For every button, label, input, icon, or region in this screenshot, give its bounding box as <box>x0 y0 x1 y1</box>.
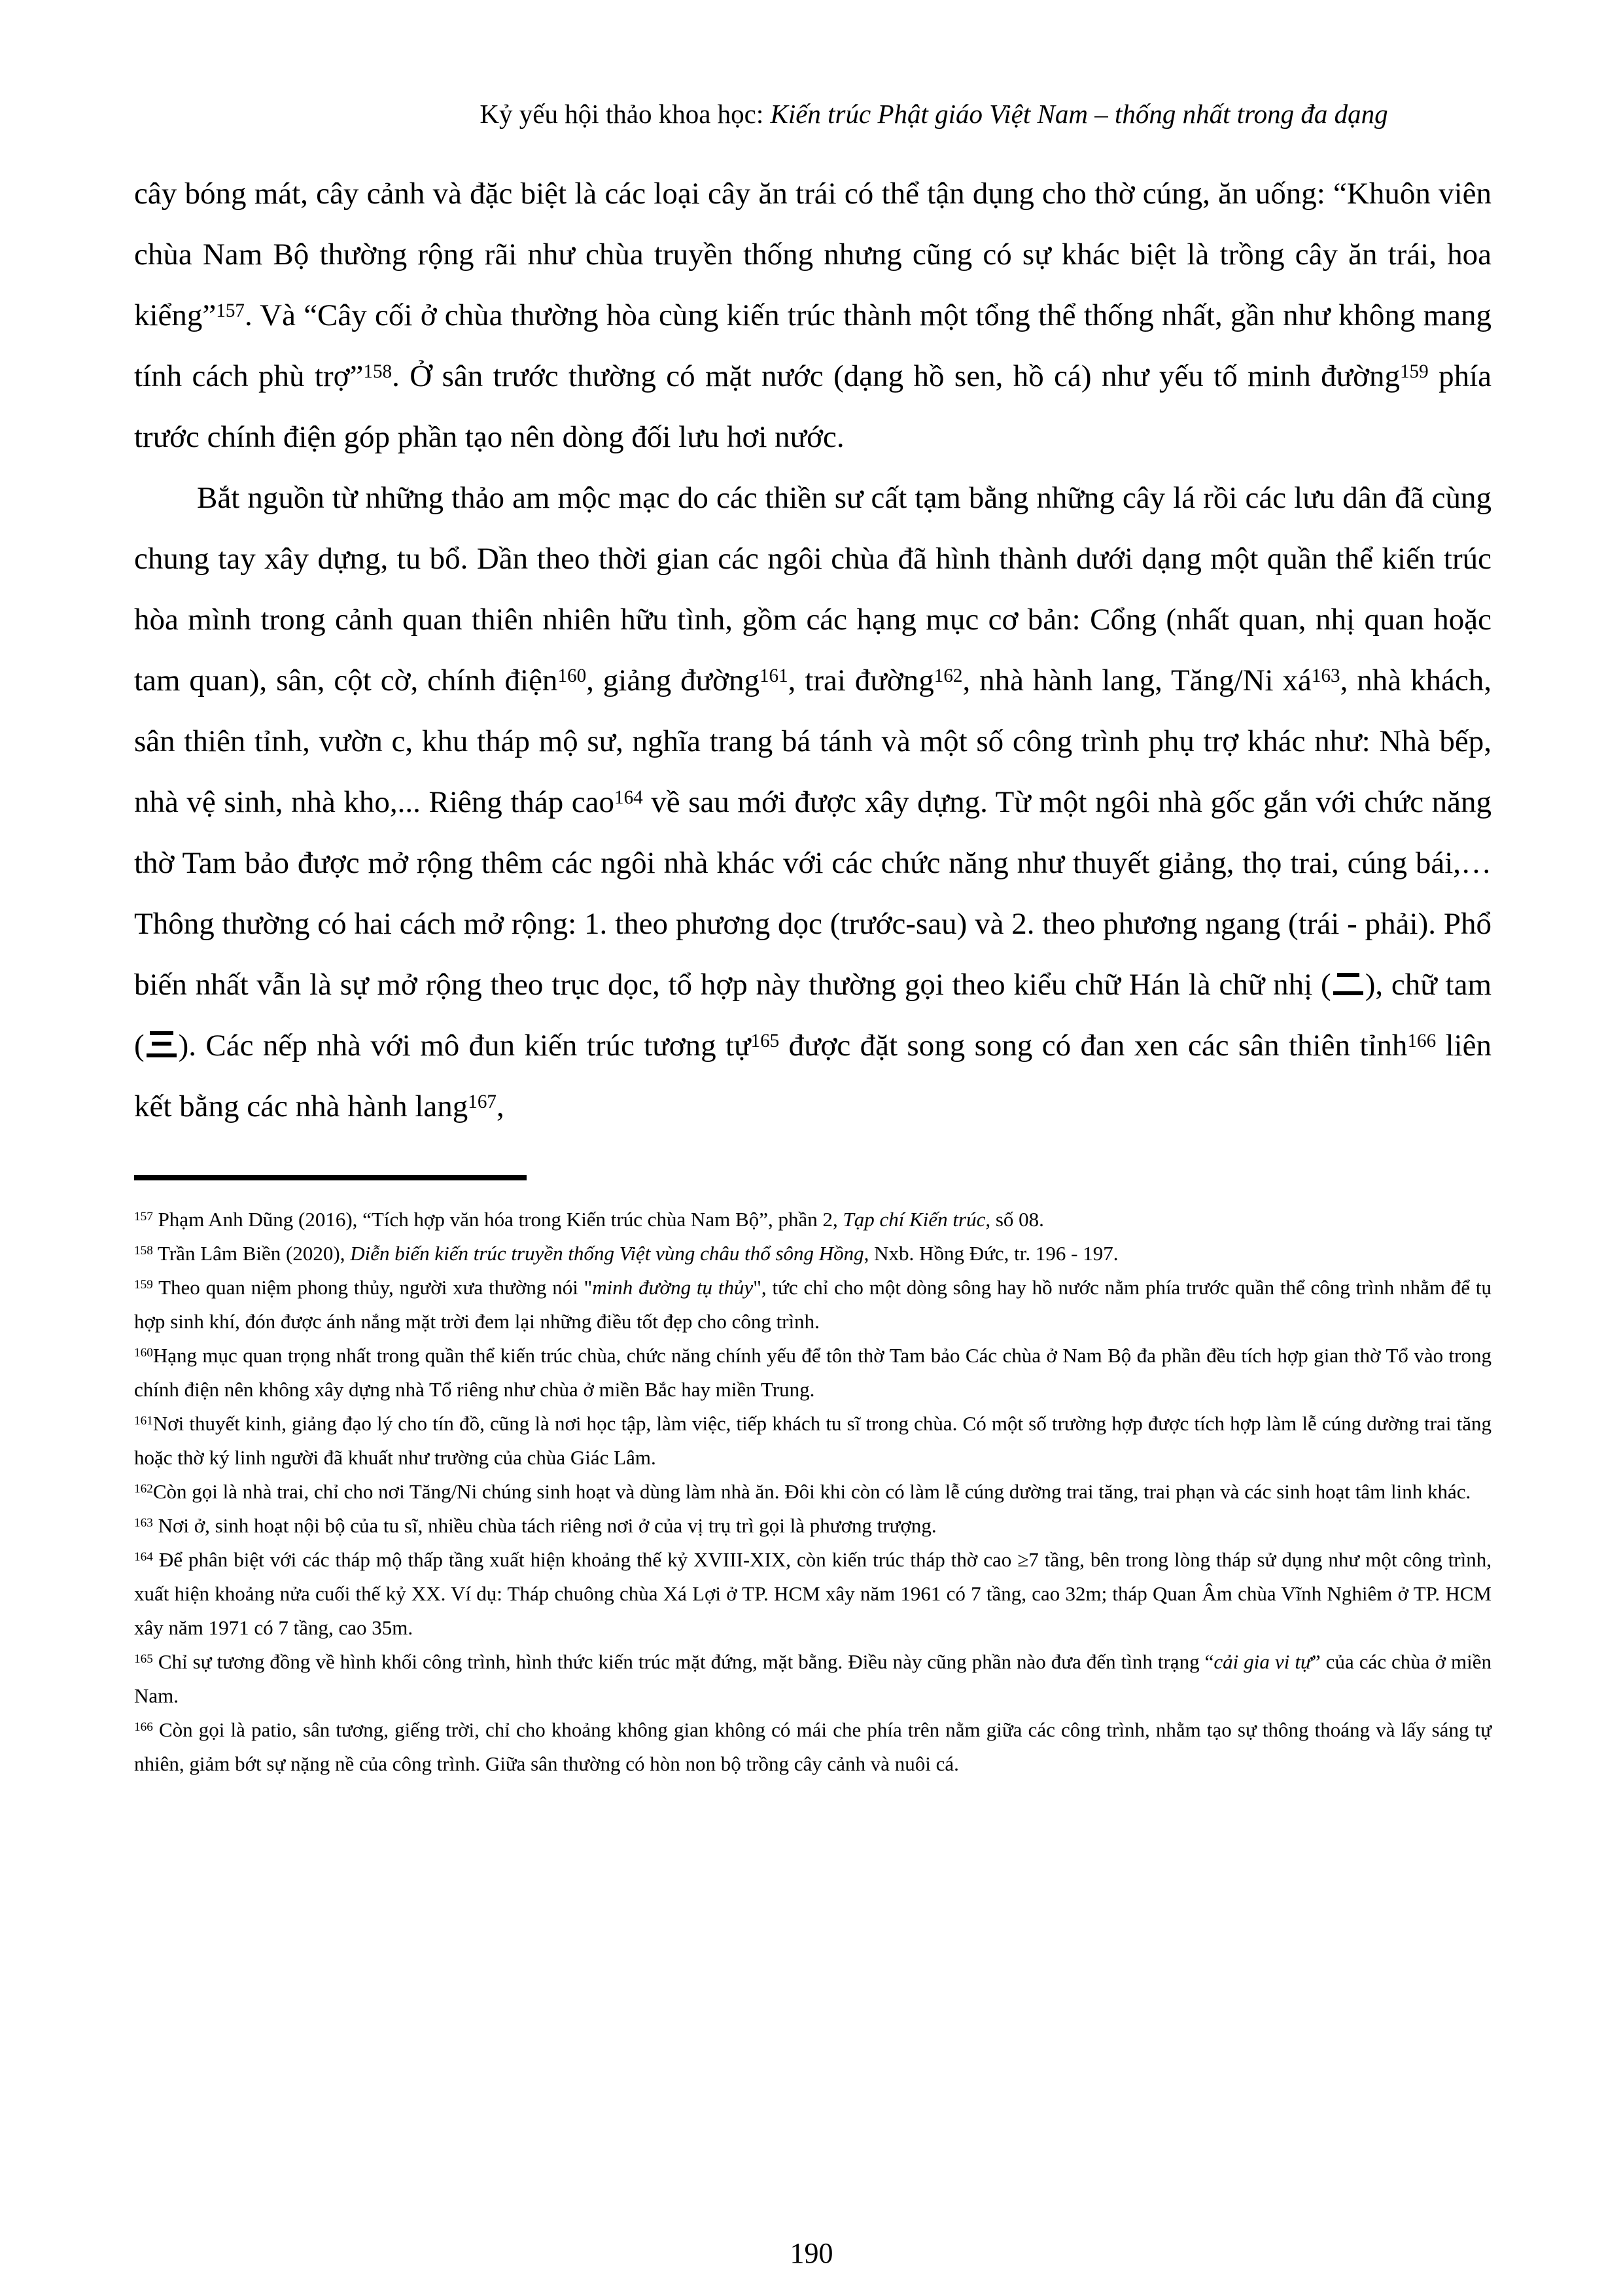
header-prefix: Kỷ yếu hội thảo khoa học: <box>480 99 771 129</box>
footnote-ref-161: 161 <box>759 665 788 686</box>
footnote-ref-157: 157 <box>216 300 245 321</box>
footnotes-section <box>134 1203 1492 1781</box>
han-character <box>1333 969 1363 997</box>
han-stroke <box>147 1053 177 1057</box>
footnote-number-162: 162 <box>134 1482 153 1496</box>
italic-text: Diễn biến kiến trúc truyền thống Việt vùng châu thổ sông Hồng <box>350 1242 864 1265</box>
footnote-159: $^{159}$ Theo quan niệm phong thủy, người xưa thường nói "minh đường tụ thủy", tức chỉ cho một dòng sông hay hồ nước nằm phía trước quần thể công trình nhằm để tụ hợp sinh khí, đón được ánh nắng mặt trời đem lại những điều tốt đẹp cho công trình. <box>134 1276 1492 1333</box>
body-text <box>134 164 1492 1137</box>
footnote-162: $^{162}$Còn gọi là nhà trai, chỉ cho nơi Tăng/Ni chúng sinh hoạt và dùng làm nhà ăn. Đôi khi còn có làm lễ cúng dường trai tăng, trai phạn và các sinh hoạt tâm linh khác. <box>134 1480 1471 1503</box>
han-stroke <box>1337 973 1359 977</box>
page-content <box>134 0 1492 1781</box>
footnote-ref-164: 164 <box>614 786 643 808</box>
footnote-ref-167: 167 <box>468 1091 497 1112</box>
page-number: 190 <box>790 2237 833 2269</box>
footnote-165: $^{165}$ Chỉ sự tương đồng về hình khối công trình, hình thức kiến trúc mặt đứng, mặt bằng. Điều này cũng phần nào đưa đến tình trạng “cải gia vi tự” của các chùa ở miền Nam. <box>134 1650 1492 1707</box>
footnote-160: $^{160}$Hạng mục quan trọng nhất trong quần thể kiến trúc chùa, chức năng chính yếu để tôn thờ Tam bảo Các chùa ở Nam Bộ đa phần đều tích hợp gian thờ Tổ vào trong chính điện nên không xây dựng nhà Tổ riêng như chùa ở miền Bắc hay miền Trung. <box>134 1344 1492 1401</box>
footnote-ref-158: 158 <box>363 361 393 382</box>
italic-text: cải gia vi tự <box>1213 1650 1312 1673</box>
footnote-158: $^{158}$ Trần Lâm Biền (2020), Diễn biến kiến trúc truyền thống Việt vùng châu thổ sông Hồng, Nxb. Hồng Đức, tr. 196 - 197. <box>134 1242 1119 1265</box>
footnote-number-163: 163 <box>134 1516 153 1530</box>
footnote-number-165: 165 <box>134 1652 153 1667</box>
footnote-separator <box>134 1175 527 1180</box>
body-paragraph-1: cây bóng mát, cây cảnh và đặc biệt là các loại cây ăn trái có thể tận dụng cho thờ cúng, ăn uống: “Khuôn viên chùa Nam Bộ thường rộng rãi như chùa truyền thống nhưng cũng có sự khác biệt là trồng cây ăn trái, hoa kiểng”$^{157}$. Và “Cây cối ở chùa thường hòa cùng kiến trúc thành một tổng thể thống nhất, gần như không mang tính cách phù trợ”$^{158}$. Ở sân trước thường có mặt nước (dạng hồ sen, hồ cá) như yếu tố minh đường$^{159}$ phía trước chính điện góp phần tạo nên dòng đối lưu hơi nước. <box>134 177 1492 454</box>
footnote-number-161: 161 <box>134 1414 153 1428</box>
footnote-ref-163: 163 <box>1311 665 1340 686</box>
footnote-number-160: 160 <box>134 1346 153 1360</box>
han-stroke <box>150 1031 173 1035</box>
body-paragraph-2: Bắt nguồn từ những thảo am mộc mạc do các thiền sư cất tạm bằng những cây lá rồi các lưu dân đã cùng chung tay xây dựng, tu bổ. Dần theo thời gian các ngôi chùa đã hình thành dưới dạng một quần thể kiến trúc hòa mình trong cảnh quan thiên nhiên hữu tình, gồm các hạng mục cơ bản: Cổng (nhất quan, nhị quan hoặc tam quan), sân, cột cờ, chính điện$^{160}$, giảng đường$^{161}$, trai đường$^{162}$, nhà hành lang, Tăng/Ni xá$^{163}$, nhà khách, sân thiên tỉnh, vườn c, khu tháp mộ sư, nghĩa trang bá tánh và một số công trình phụ trợ khác như: Nhà bếp, nhà vệ sinh, nhà kho,... Riêng tháp cao$^{164}$ về sau mới được xây dựng. Từ một ngôi nhà gốc gắn với chức năng thờ Tam bảo được mở rộng thêm các ngôi nhà khác với các chức năng như thuyết giảng, thọ trai, cúng bái,… Thông thường có hai cách mở rộng: 1. theo phương dọc (trước-sau) và 2. theo phương ngang (trái - phải). Phổ biến nhất vẫn là sự mở rộng theo trục dọc, tổ hợp này thường gọi theo kiểu chữ Hán là chữ nhị ( ), chữ tam ( ). Các nếp nhà với mô đun kiến trúc tương tự$^{165}$ được đặt song song có đan xen các sân thiên tỉnh$^{166}$ liên kết bằng các nhà hành lang$^{167}$, <box>134 481 1492 1123</box>
han-stroke <box>152 1042 171 1046</box>
footnote-ref-165: 165 <box>750 1030 780 1051</box>
han-character <box>147 1030 177 1057</box>
footnote-number-166: 166 <box>134 1720 153 1735</box>
footnote-ref-166: 166 <box>1407 1030 1437 1051</box>
footnote-164: $^{164}$ Để phân biệt với các tháp mộ thấp tầng xuất hiện khoảng thế kỷ XVIII-XIX, còn kiến trúc tháp thờ cao ≥7 tầng, bên trong lòng tháp sử dụng như một công trình, xuất hiện khoảng nửa cuối thế kỷ XX. Ví dụ: Tháp chuông chùa Xá Lợi ở TP. HCM xây năm 1961 có 7 tầng, cao 32m; tháp Quan Âm chùa Vĩnh Nghiêm ở TP. HCM xây năm 1971 có 7 tầng, cao 35m. <box>134 1548 1492 1639</box>
footnote-157: $^{157}$ Phạm Anh Dũng (2016), “Tích hợp văn hóa trong Kiến trúc chùa Nam Bộ”, phần 2, Tạp chí Kiến trúc, số 08. <box>134 1208 1044 1231</box>
footnote-161: $^{161}$Nơi thuyết kinh, giảng đạo lý cho tín đồ, cũng là nơi học tập, làm việc, tiếp khách tu sĩ trong chùa. Có một số trường hợp được tích hợp làm lễ cúng dường trai tăng hoặc thờ ký linh người đã khuất như trường của chùa Giác Lâm. <box>134 1412 1492 1469</box>
italic-text: Tạp chí Kiến trúc, <box>843 1208 991 1231</box>
footnote-166: $^{166}$ Còn gọi là patio, sân tương, giếng trời, chỉ cho khoảng không gian không có mái che phía trên nằm giữa các công trình, nhằm tạo sự thông thoáng và lấy sáng tự nhiên, giảm bớt sự nặng nề của công trình. Giữa sân thường có hòn non bộ trồng cây cảnh và nuôi cá. <box>134 1718 1492 1775</box>
header-title: Kiến trúc Phật giáo Việt Nam – thống nhất trong đa dạng <box>770 99 1388 129</box>
footnote-number-159: 159 <box>134 1278 153 1292</box>
italic-text: minh đường tụ thủy <box>592 1276 754 1299</box>
han-stroke <box>1333 991 1363 995</box>
footnote-ref-160: 160 <box>557 665 587 686</box>
footnote-ref-162: 162 <box>934 665 963 686</box>
footnote-number-157: 157 <box>134 1210 153 1224</box>
running-header <box>134 97 1492 131</box>
footnote-163: $^{163}$ Nơi ở, sinh hoạt nội bộ của tu sĩ, nhiều chùa tách riêng nơi ở của vị trụ trì gọi là phương trượng. <box>134 1514 937 1537</box>
footnote-number-164: 164 <box>134 1550 153 1564</box>
footnote-number-158: 158 <box>134 1244 153 1258</box>
footnote-ref-159: 159 <box>1399 361 1429 382</box>
